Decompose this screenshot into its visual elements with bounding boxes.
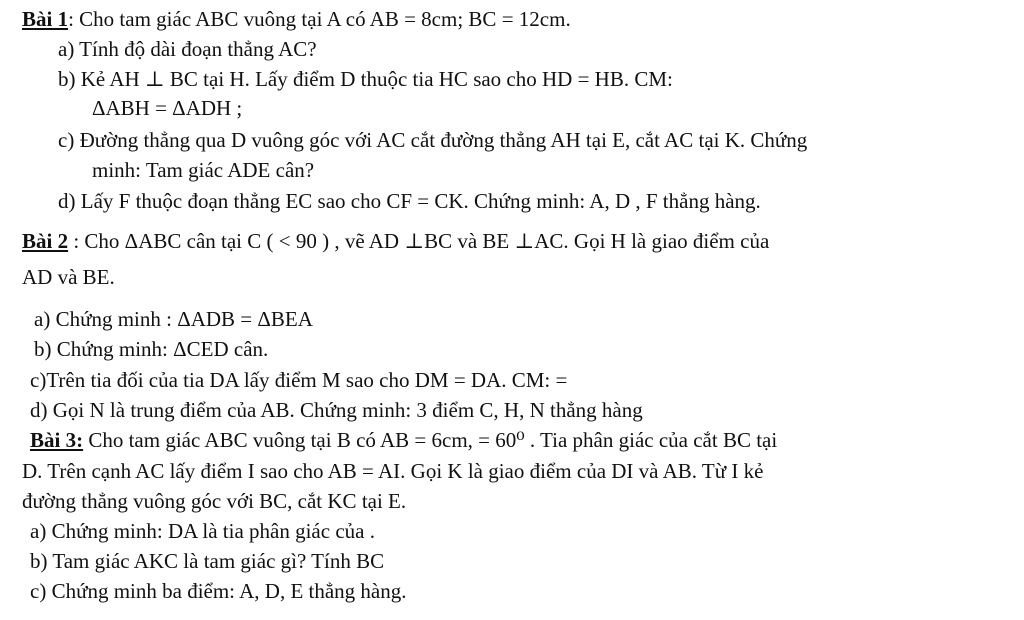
bai2-part-d: d) Gọi N là trung điểm của AB. Chứng minh: 3 điểm C, H, N thẳng hàng — [30, 398, 643, 422]
bai3-part-c: c) Chứng minh ba điểm: A, D, E thẳng hàng. — [30, 579, 407, 603]
bai2-intro1: : Cho ΔABC cân tại C ( < 90 ) , vẽ AD ⊥BC và BE ⊥AC. Gọi H là giao điểm của — [68, 229, 770, 253]
bai3-intro-line3: đường thẳng vuông góc với BC, cắt KC tại E. — [22, 489, 407, 513]
bai2-intro-line1 — [22, 228, 769, 254]
bai1-part-b-line2: ΔABH = ΔADH ; — [92, 96, 243, 120]
bai2-part-b: b) Chứng minh: ΔCED cân. — [34, 337, 269, 361]
bai3-heading: Bài 3: — [30, 428, 84, 452]
bai1-intro: : Cho tam giác ABC vuông tại A có AB = 8cm; BC = 12cm. — [68, 7, 571, 31]
bai1-heading: Bài 1 — [22, 7, 69, 31]
bai1-part-b-line1: b) Kẻ AH ⊥ BC tại H. Lấy điểm D thuộc tia HC sao cho HD = HB. CM: — [58, 67, 673, 91]
bai3-intro1: Cho tam giác ABC vuông tại B có AB = 6cm, = 60⁰ . Tia phân giác của cắt BC tại — [83, 428, 778, 452]
bai1-part-c-line2: minh: Tam giác ADE cân? — [92, 158, 315, 182]
bai3-part-b: b) Tam giác AKC là tam giác gì? Tính BC — [30, 549, 385, 573]
bai3-intro-line1 — [30, 427, 777, 453]
bai3-part-a: a) Chứng minh: DA là tia phân giác của . — [30, 519, 375, 543]
bai2-part-c: c)Trên tia đối của tia DA lấy điểm M sao cho DM = DA. CM: = — [30, 368, 568, 392]
bai2-intro-line2: AD và BE. — [22, 265, 115, 289]
bai2-part-a: a) Chứng minh : ΔADB = ΔBEA — [34, 307, 313, 331]
bai1-part-c-line1: c) Đường thẳng qua D vuông góc với AC cắt đường thẳng AH tại E, cắt AC tại K. Chứng — [58, 128, 808, 152]
bai1-part-a: a) Tính độ dài đoạn thẳng AC? — [58, 37, 317, 61]
bai1-intro-line — [22, 6, 571, 32]
bai1-part-d: d) Lấy F thuộc đoạn thẳng EC sao cho CF = CK. Chứng minh: A, D , F thẳng hàng. — [58, 189, 761, 213]
bai3-intro-line2: D. Trên cạnh AC lấy điểm I sao cho AB = AI. Gọi K là giao điểm của DI và AB. Từ I kẻ — [22, 459, 764, 483]
bai2-heading: Bài 2 — [22, 229, 69, 253]
